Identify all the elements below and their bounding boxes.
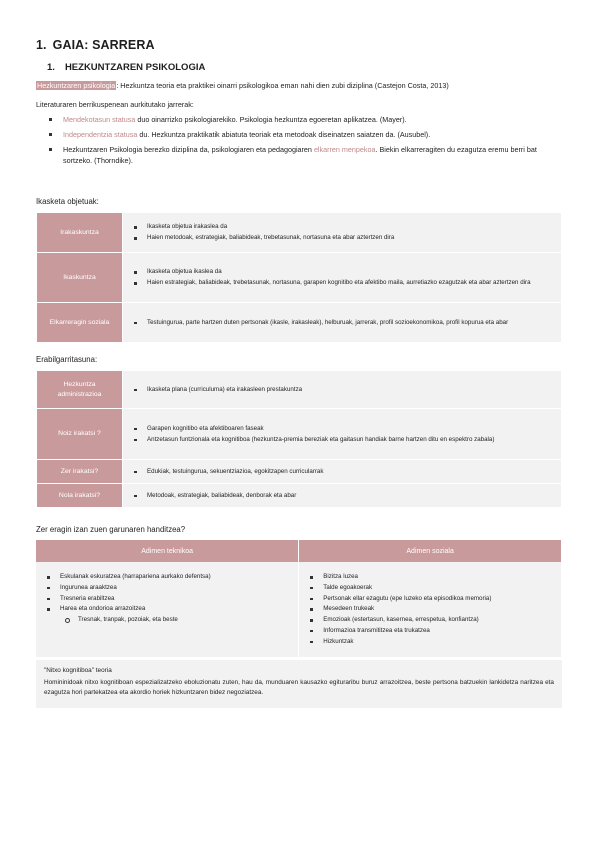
- list-item: Metodoak, estrategiak, baliabideak, denborak eta abar: [129, 491, 553, 501]
- row-header: Noiz irakatsi ?: [37, 409, 123, 460]
- row-header: Irakaskuntza: [37, 213, 123, 253]
- list-item: Bizitza luzea: [305, 572, 553, 582]
- row-header: Ikaskuntza: [37, 253, 123, 303]
- table-row: [37, 213, 562, 253]
- table-row: [37, 253, 562, 303]
- social-column: [299, 562, 562, 657]
- list-item: Hezkuntzaren Psikologia berezko diziplina da, psikologiaren eta pedagogiaren elkarren menpekoa. Biekin elkarreragiten du ezagutza eremu berri bat sortzeko. (Thorndike).: [47, 144, 567, 166]
- list-item: Harea eta ondorioa arrazoitzea: [42, 604, 290, 614]
- list-item: Emozioak (estertasun, kasernea, errespetua, konfiantza): [305, 615, 553, 625]
- table-row: [37, 460, 562, 484]
- technical-column: [36, 562, 299, 657]
- applicability-title: Erabilgarritasuna:: [36, 355, 98, 364]
- note-title: "Nitxo kognitiboa" teoria: [44, 667, 112, 674]
- note-body: Homininidoak nitxo kognitiboan espezializatzeko eboluzionatu zuten, hau da, munduaren kausazko egituraribu buruz arrazoitzea, beste pertsona batzuekin lankidetza naritzea eta ezagutza hori partekatzea eta akordio horiek hizkuntzaren bidez negoziatzea.: [44, 678, 554, 696]
- objectives-table: [36, 212, 562, 343]
- sub-list-item: Tresnak, tranpak, pozoiak, eta beste: [62, 615, 290, 625]
- list-item: Talde egoakoerak: [305, 583, 553, 593]
- row-header: Zer irakatsi?: [37, 460, 123, 484]
- objectives-title: Ikasketa objetuak:: [36, 197, 99, 206]
- list-item: Testuingurua, parte hartzen duten pertsonak (ikasle, irakasleak), helburuak, jarrerak, profil sozioekonomikoa, profil kopurua eta abar: [129, 318, 553, 328]
- list-item: Haien metodoak, estrategiak, baliabideak, trebetasunak, nortasuna eta abar aztertzen dira: [129, 233, 553, 243]
- table-row: [37, 371, 562, 409]
- abilities-table: [36, 540, 562, 657]
- list-item: Ikasketa objetua irakaslea da: [129, 222, 553, 232]
- list-item: Ikasketa plana (curriculuma) eta irakasleen prestakuntza: [129, 385, 553, 395]
- row-header: Elkarreragin soziala: [37, 303, 123, 343]
- list-item: Garapen kognitibo eta afektiboaren faseak: [129, 424, 553, 434]
- chapter-heading: 1. GAIA: SARRERA: [36, 38, 155, 52]
- list-item: Hizkuntzak: [305, 637, 553, 647]
- definition-paragraph: Hezkuntzaren psikologia: Hezkuntza teoria eta praktikei oinarri psikologikoa eman nahi dien zubi diziplina (Castejon Costa, 2013): [37, 81, 449, 90]
- list-item: Haien estrategiak, baliabideak, trebetasunak, nortasuna, garapen kognitibo eta afektibo maila, aurretiazko ezagutzak eta abar aztertzen dira: [129, 278, 553, 288]
- list-item: Independentzia statusa du. Hezkuntza praktikatik abiatuta teoriak eta metodoak diseinatzen saiatzen da. (Ausubel).: [47, 129, 567, 140]
- list-item: Mendekotasun statusa duo oinarrizko psikologiarekiko. Psikologia hezkuntza egoeretan aplikatzea. (Mayer).: [47, 114, 567, 125]
- list-item: Ikasketa objetua ikaslea da: [129, 267, 553, 277]
- list-item: Antzetasun funtzionala eta kognitiboa (hezkuntza-premia bereziak eta gaitasun handiak barne hartzen ditu en espektro zabala): [129, 435, 553, 445]
- applicability-table: [36, 370, 562, 508]
- column-header: Adimen teknikoa: [36, 540, 299, 562]
- column-header: Adimen soziala: [299, 540, 562, 562]
- cognitive-niche-note: [36, 660, 562, 708]
- table-row: [37, 484, 562, 508]
- literature-intro: Literaturaren berrikuspenean aurkitutako jarrerak:: [36, 100, 194, 109]
- highlighted-term: Hezkuntzaren psikologia: [37, 81, 116, 90]
- list-item: Eskulanak eskuratzea (harrapariena aurkako defentsa): [42, 572, 290, 582]
- list-item: Pertsonak ellar ezagutu (epe luzeko eta episodikoa memoria): [305, 594, 553, 604]
- list-item: Tresneria erabiltzea: [42, 594, 290, 604]
- list-item: Informazioa transmititzea eta trukatzea: [305, 626, 553, 636]
- row-header: Nola irakatsi?: [37, 484, 123, 508]
- positions-list: [47, 114, 567, 170]
- row-header: Hezkuntza administrazioa: [37, 371, 123, 409]
- table-row: [37, 409, 562, 460]
- table-row: [37, 303, 562, 343]
- abilities-title: Zer eragin izan zuen garunaren handitzea?: [36, 525, 186, 534]
- list-item: Mesedeen trukeak: [305, 604, 553, 614]
- section-heading: 1. HEZKUNTZAREN PSIKOLOGIA: [47, 62, 206, 73]
- list-item: Edukiak, testuingurua, sekuentziazioa, egokitzapen curricularrak: [129, 467, 553, 477]
- list-item: Ingurunea araaktzea: [42, 583, 290, 593]
